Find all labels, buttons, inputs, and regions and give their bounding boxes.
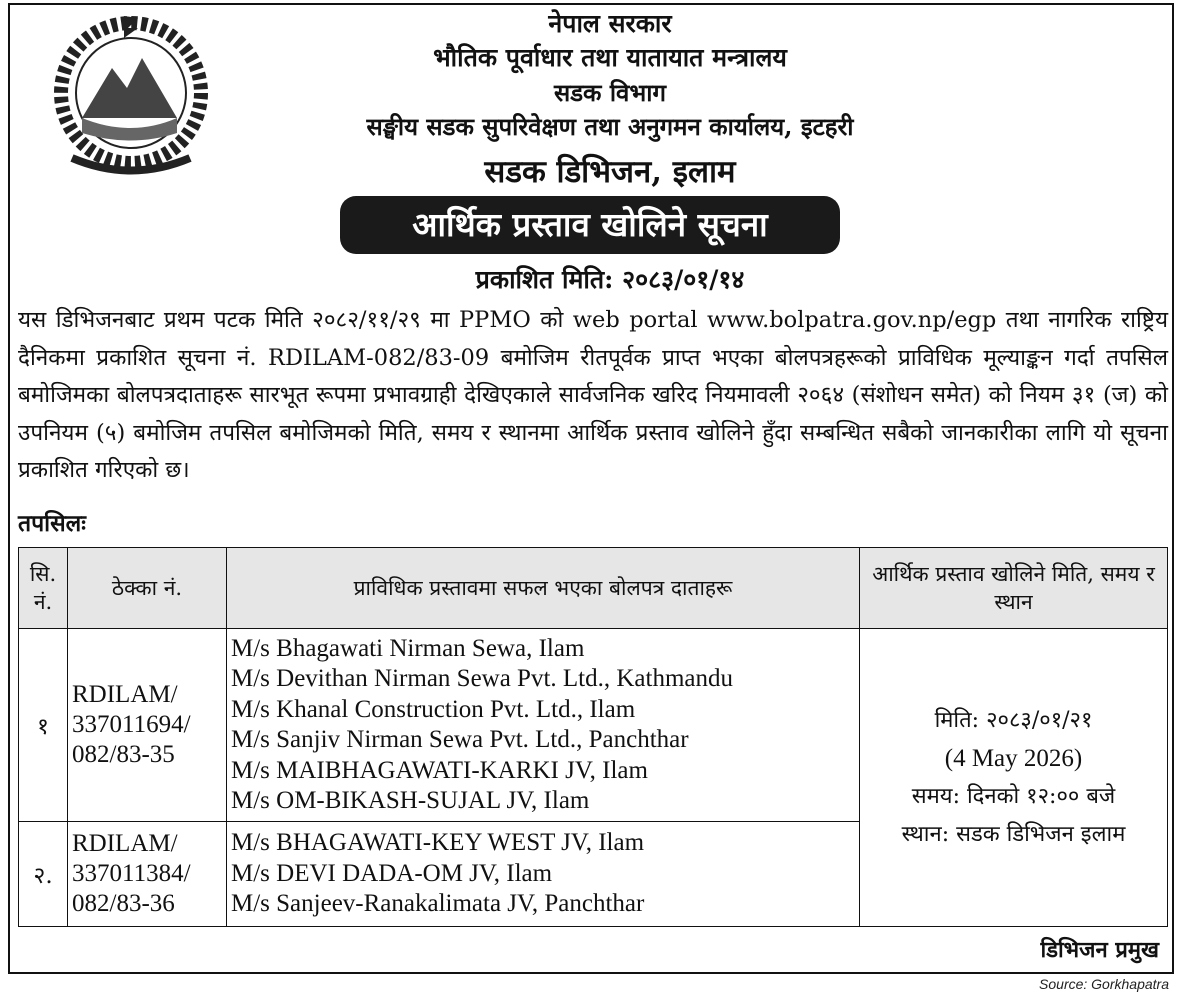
opening-date: मिति: २०८३/०१/२१ bbox=[934, 707, 1093, 733]
col-sn: सि. नं. bbox=[19, 548, 68, 629]
row-sn: १ bbox=[19, 629, 68, 822]
opening-schedule bbox=[860, 629, 1168, 927]
nepal-emblem-icon bbox=[42, 8, 220, 178]
col-bidders: प्राविधिक प्रस्तावमा सफल भएका बोलपत्र दाताहरू bbox=[227, 548, 860, 629]
col-schedule: आर्थिक प्रस्ताव खोलिने मिति, समय र स्थान bbox=[860, 548, 1168, 629]
contract-part: 337011384/ bbox=[72, 860, 191, 887]
bidder-list bbox=[227, 822, 860, 927]
bidder: M/s Khanal Construction Pvt. Ltd., Ilam bbox=[231, 695, 636, 723]
source-credit: Source: Gorkhapatra bbox=[1039, 976, 1169, 992]
bidder: M/s Bhagawati Nirman Sewa, Ilam bbox=[231, 634, 585, 662]
bidder: M/s Sanjiv Nirman Sewa Pvt. Ltd., Panchthar bbox=[231, 726, 689, 753]
bidder: M/s MAIBHAGAWATI-KARKI JV, Ilam bbox=[231, 756, 648, 784]
opening-time: समय: दिनको १२:०० बजे bbox=[911, 783, 1116, 809]
bidder-list bbox=[227, 629, 860, 822]
contract-part: 337011694/ bbox=[72, 711, 191, 738]
bidder: M/s BHAGAWATI-KEY WEST JV, Ilam bbox=[231, 829, 645, 857]
row-sn: २. bbox=[19, 822, 68, 927]
contract-no bbox=[68, 629, 227, 822]
contract-part: 082/83-36 bbox=[72, 890, 175, 917]
bidders-table bbox=[18, 547, 1168, 927]
table-row bbox=[19, 629, 1168, 822]
contract-part: 082/83-35 bbox=[72, 741, 175, 768]
bidder: M/s OM-BIKASH-SUJAL JV, Ilam bbox=[231, 787, 590, 814]
signatory: डिभिजन प्रमुख bbox=[1040, 937, 1159, 963]
opening-date-ad: (4 May 2026) bbox=[944, 744, 1083, 772]
contract-no bbox=[68, 822, 227, 927]
govt-name: नेपाल सरकार bbox=[548, 9, 672, 38]
opening-place: स्थान: सडक डिभिजन इलाम bbox=[901, 821, 1126, 847]
notice-title: आर्थिक प्रस्ताव खोलिने सूचना bbox=[340, 196, 840, 254]
table-header-row bbox=[19, 548, 1168, 629]
notice-body: यस डिभिजनबाट प्रथम पटक मिति २०८२/११/२९ मा PPMO को web portal www.bolpatra.gov.np/egp तथा नागरिक राष्ट्रिय दैनिकमा प्रकाशित सूचना नं. RDILAM-082/83-09 बमोजिम रीतपूर्वक प्राप्त भएका बोलपत्रहरूको प्राविधिक मूल्याङ्कन गर्दा तपसिल बमोजिमका बोलपत्रदाताहरू सारभूत रूपमा प्रभावग्राही देखिएकाले सार्वजनिक खरिद नियमावली २०६४ (संशोधन समेत) को नियम ३१ (ज) को उपनियम (५) बमोजिम तपसिल बमोजिमको मिति, समय र स्थानमा आर्थिक प्रस्ताव खोलिने हुँदा सम्बन्धित सबैको जानकारीका लागि यो सूचना प्रकाशित गरिएको छ। bbox=[18, 307, 1168, 483]
division-name: सडक डिभिजन, इलाम bbox=[484, 154, 736, 190]
schedule-label: तपसिलः bbox=[18, 510, 86, 537]
bidder: M/s Sanjeev-Ranakalimata JV, Panchthar bbox=[231, 890, 645, 918]
bidder: M/s Devithan Nirman Sewa Pvt. Ltd., Kathmandu bbox=[231, 665, 734, 692]
col-contract: ठेक्का नं. bbox=[68, 548, 227, 629]
contract-part: RDILAM/ bbox=[72, 681, 178, 708]
department-name: सडक विभाग bbox=[553, 78, 666, 107]
contract-part: RDILAM/ bbox=[72, 830, 178, 857]
bidder: M/s DEVI DADA-OM JV, Ilam bbox=[231, 859, 553, 887]
published-date: प्रकाशित मिति: २०८३/०१/१४ bbox=[475, 265, 745, 294]
ministry-name: भौतिक पूर्वाधार तथा यातायात मन्त्रालय bbox=[433, 43, 787, 72]
office-name: सङ्घीय सडक सुपरिवेक्षण तथा अनुगमन कार्यालय, इटहरी bbox=[366, 112, 854, 141]
